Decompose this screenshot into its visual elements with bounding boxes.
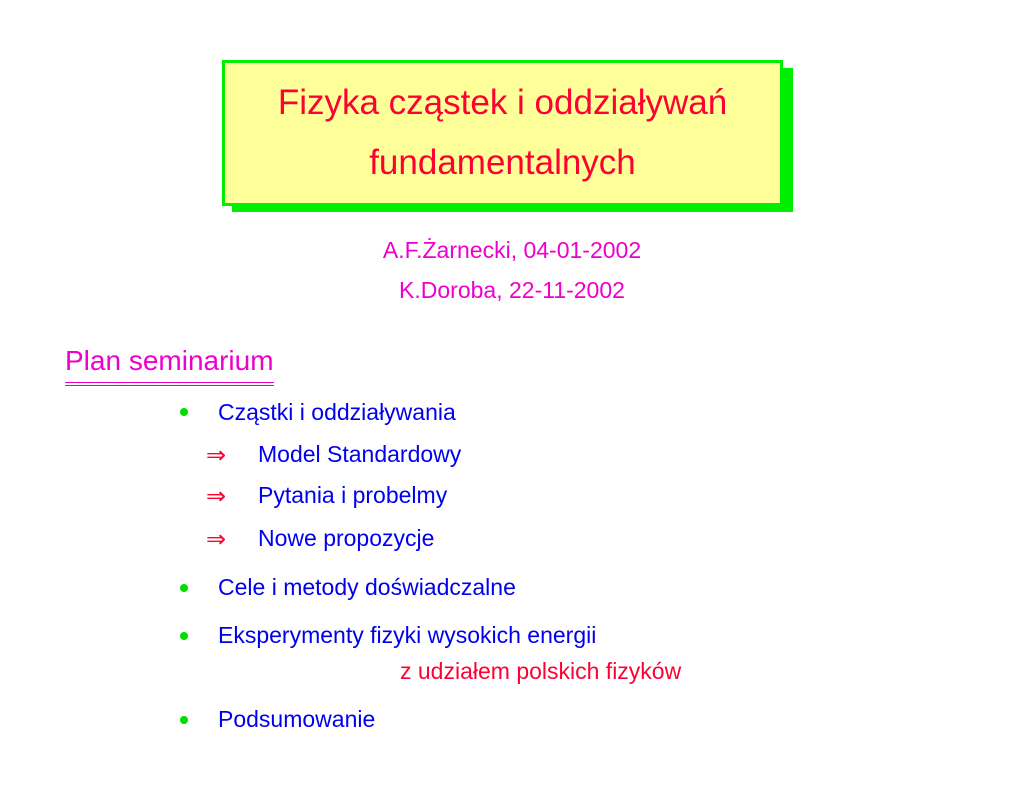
title-box <box>222 60 783 206</box>
plan-item-experiments: Eksperymenty fizyki wysokich energii <box>218 622 597 648</box>
author-line-2: K.Doroba, 22-11-2002 <box>399 277 625 303</box>
bullet-icon <box>180 408 188 416</box>
bullet-icon <box>180 632 188 640</box>
author-line-1: A.F.Żarnecki, 04-01-2002 <box>382 237 642 263</box>
plan-item-experiments-note: z udziałem polskich fizyków <box>400 658 682 684</box>
double-arrow-right-icon: ⇒ <box>206 525 227 553</box>
plan-subitem-questions: Pytania i probelmy <box>258 482 448 508</box>
bullet-icon <box>180 716 188 724</box>
plan-item-summary: Podsumowanie <box>218 706 376 732</box>
plan-item-particles: Cząstki i oddziaływania <box>218 399 456 425</box>
double-arrow-right-icon: ⇒ <box>206 482 227 510</box>
double-arrow-right-icon: ⇒ <box>206 441 227 469</box>
plan-item-goals-methods: Cele i metody doświadczalne <box>218 574 516 600</box>
title-line-1: Fizyka cząstek i oddziaływań <box>277 83 728 122</box>
bullet-icon <box>180 584 188 592</box>
plan-subitem-standard-model: Model Standardowy <box>258 441 462 467</box>
title-line-2: fundamentalnych <box>369 143 636 182</box>
section-heading: Plan seminarium <box>65 344 274 386</box>
plan-subitem-new-proposals: Nowe propozycje <box>258 525 435 551</box>
